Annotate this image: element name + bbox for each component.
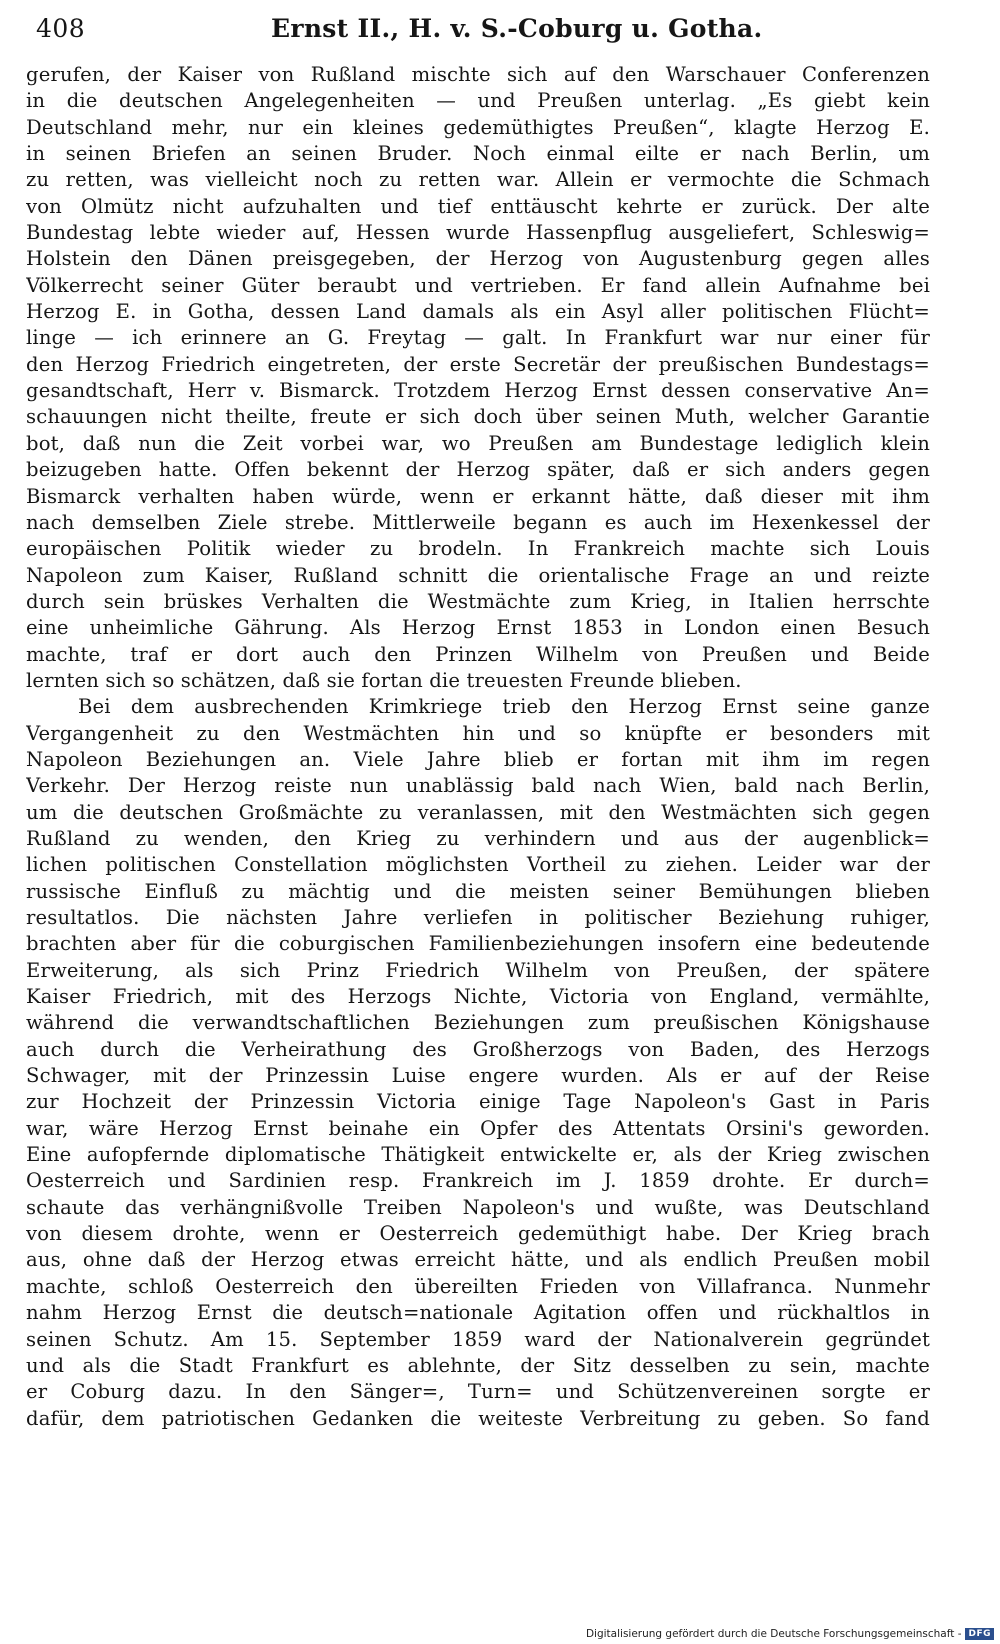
text-line: Vergangenheit zu den Westmächten hin und so knüpfte er besonders mit [26,721,930,745]
text-line: während die verwandtschaftlichen Beziehungen zum preußischen Königshause [26,1011,930,1035]
text-line: Völkerrecht seiner Güter beraubt und vertrieben. Er fand allein Aufnahme bei [26,273,930,297]
text-line: in die deutschen Angelegenheiten — und Preußen unterlag. „Es giebt kein [26,89,930,113]
text-line: resultatlos. Die nächsten Jahre verliefen in politischer Beziehung ruhiger, [26,906,930,929]
text-line [26,1432,930,1458]
text-line: brachten aber für die coburgischen Familienbeziehungen insofern eine bedeutende [26,932,930,956]
text-line: durch sein brüskes Verhalten die Westmächte zum Krieg, in Italien herrschte [26,589,930,613]
text-line: Napoleon zum Kaiser, Rußland schnitt die orientalische Frage an und reizte [26,563,930,587]
text-line: machte, schloß Oesterreich den übereilten Frieden von Villafranca. Nunmehr [26,1274,930,1298]
text-line: gesandtschaft, Herr v. Bismarck. Trotzdem Herzog Ernst dessen conservative An= [26,379,930,403]
text-line: den Herzog Friedrich eingetreten, der erste Secretär der preußischen Bundestags= [26,352,930,376]
text-line: von diesem drohte, wenn er Oesterreich gedemüthigt habe. Der Krieg brach [26,1222,930,1246]
text-line: Oesterreich und Sardinien resp. Frankreich im J. 1859 drohte. Er durch= [26,1169,930,1193]
text-line: Bundestag lebte wieder auf, Hessen wurde Hassenpflug ausgeliefert, Schleswig= [26,221,930,245]
dfg-logo: DFG [965,1628,994,1640]
text-line: war, wäre Herzog Ernst beinahe ein Opfer des Attentats Orsini's geworden. [26,1116,930,1140]
text-line: schauungen nicht theilte, freute er sich doch über seinen Muth, welcher Garantie [26,405,930,429]
text-line: nach demselben Ziele strebe. Mittlerweile begann es auch im Hexenkessel der [26,510,930,534]
text-line: dafür, dem patriotischen Gedanken die weiteste Verbreitung zu geben. So fand [26,1406,930,1430]
text-line: auch durch die Verheirathung des Großherzogs von Baden, des Herzogs [26,1037,930,1061]
text-line: schaute das verhängnißvolle Treiben Napoleon's und wußte, was Deutschland [26,1195,930,1219]
text-line: er Coburg dazu. In den Sänger=, Turn= und Schützenvereinen sorgte er [26,1380,930,1404]
paragraph-start-line: Bei dem ausbrechenden Krimkriege trieb den Herzog Ernst seine ganze [78,695,930,719]
text-line: Rußland zu wenden, den Krieg zu verhindern und aus der augenblick= [26,826,930,850]
text-line: Herzog E. in Gotha, dessen Land damals als ein Asyl aller politischen Flücht= [26,300,930,324]
text-line: um die deutschen Großmächte zu veranlassen, mit den Westmächten sich gegen [26,800,930,824]
text-line: aus, ohne daß der Herzog etwas erreicht hätte, und als endlich Preußen mobil [26,1248,930,1272]
text-line: russische Einfluß zu mächtig und die meisten seiner Bemühungen blieben [26,879,930,903]
text-line: Schwager, mit der Prinzessin Luise engere wurden. Als er auf der Reise [26,1064,930,1088]
text-line: seinen Schutz. Am 15. September 1859 ward der Nationalverein gegründet [26,1327,930,1351]
text-line: linge — ich erinnere an G. Freytag — galt. In Frankfurt war nur einer für [26,326,930,350]
text-line: Erweiterung, als sich Prinz Friedrich Wilhelm von Preußen, der spätere [26,958,930,982]
text-line: gerufen, der Kaiser von Rußland mischte sich auf den Warschauer Conferenzen [26,63,930,86]
text-line: in seinen Briefen an seinen Bruder. Noch einmal eilte er nach Berlin, um [26,142,930,166]
text-line: eine unheimliche Gährung. Als Herzog Ernst 1853 in London einen Besuch [26,616,930,640]
text-line: zur Hochzeit der Prinzessin Victoria einige Tage Napoleon's Gast in Paris [26,1090,930,1114]
text-line: Bismarck verhalten haben würde, wenn er erkannt hätte, daß dieser mit ihm [26,484,930,508]
text-line: Deutschland mehr, nur ein kleines gedemüthigtes Preußen“, klagte Herzog E. [26,115,930,139]
text-line: Holstein den Dänen preisgegeben, der Herzog von Augustenburg gegen alles [26,247,930,271]
text-line: zu retten, was vielleicht noch zu retten war. Allein er vermochte die Schmach [26,168,930,192]
body-text [26,62,930,1458]
text-line: lichen politischen Constellation möglichsten Vortheil zu ziehen. Leider war der [26,853,930,877]
page-header [36,14,936,48]
text-line: Verkehr. Der Herzog reiste nun unablässig bald nach Wien, bald nach Berlin, [26,774,930,798]
text-line: machte, traf er dort auch den Prinzen Wilhelm von Preußen und Beide [26,642,930,666]
page-number: 408 [36,14,86,43]
text-line: Kaiser Friedrich, mit des Herzogs Nichte, Victoria von England, vermählte, [26,985,930,1009]
paragraph-end-line: lernten sich so schätzen, daß sie fortan die treuesten Freunde blieben. [26,668,742,692]
credit-text: Digitalisierung gefördert durch die Deutsche Forschungsgemeinschaft - [585,1628,962,1640]
text-line: und als die Stadt Frankfurt es ablehnte, der Sitz desselben zu sein, machte [26,1353,930,1377]
text-line: Eine aufopfernde diplomatische Thätigkeit entwickelte er, als der Krieg zwischen [26,1143,930,1167]
running-head: Ernst II., H. v. S.-Coburg u. Gotha. [271,14,763,43]
text-line: beizugeben hatte. Offen bekennt der Herzog später, daß er sich anders gegen [26,458,930,482]
digitization-credit [586,1628,994,1640]
text-line: bot, daß nun die Zeit vorbei war, wo Preußen am Bundestage lediglich klein [26,431,930,455]
text-line: von Olmütz nicht aufzuhalten und tief enttäuscht kehrte er zurück. Der alte [26,194,930,218]
text-line: nahm Herzog Ernst die deutsch=nationale Agitation offen und rückhaltlos in [26,1301,930,1325]
text-line: Napoleon Beziehungen an. Viele Jahre blieb er fortan mit ihm im regen [26,747,930,771]
text-line: europäischen Politik wieder zu brodeln. In Frankreich machte sich Louis [26,537,930,561]
